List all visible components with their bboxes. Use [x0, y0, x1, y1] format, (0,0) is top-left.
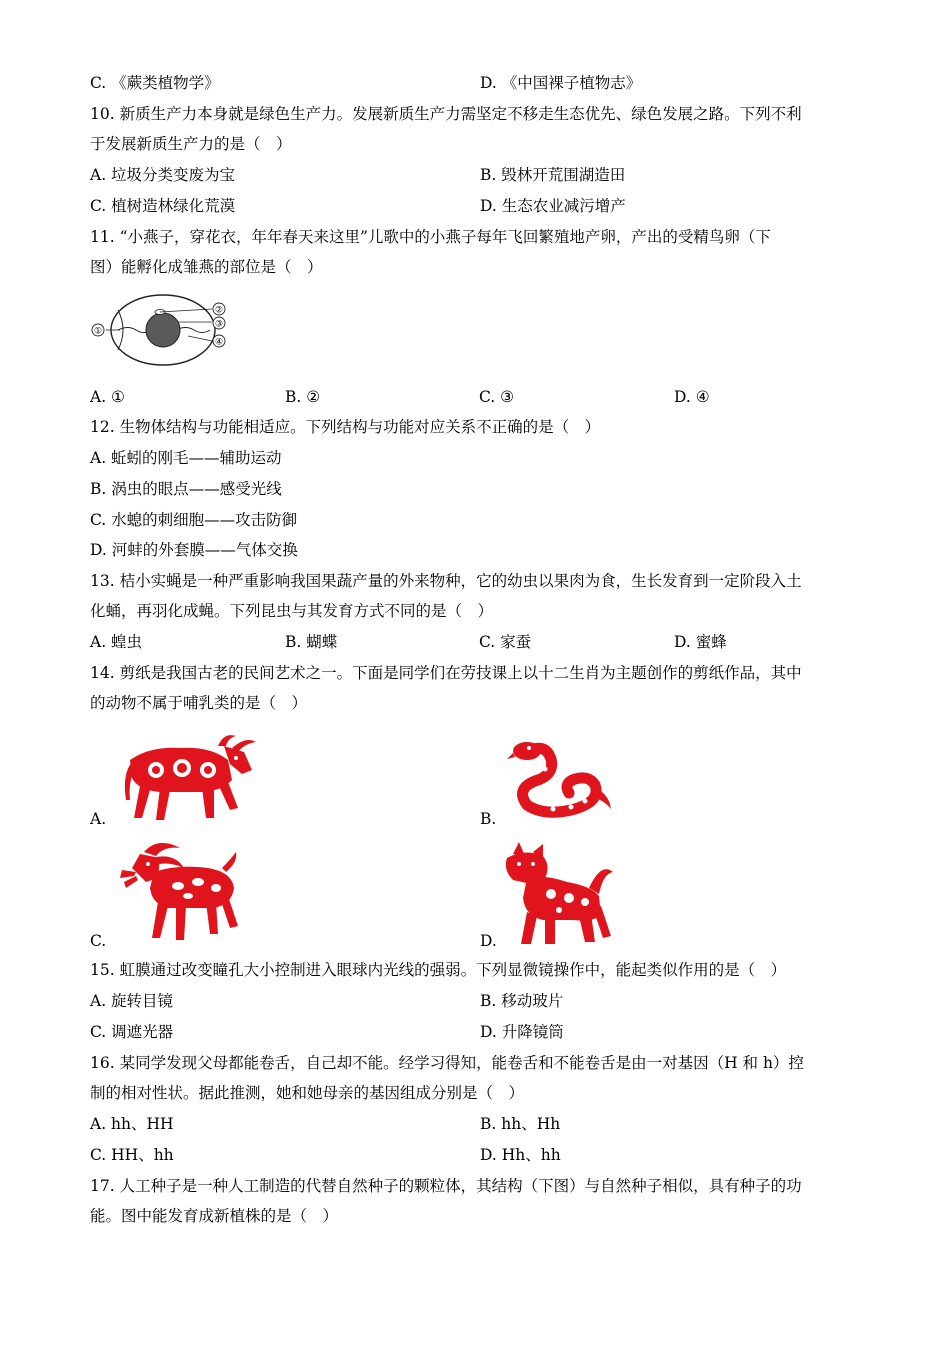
- q11-stem-line2: 图）能孵化成雏燕的部位是（ ）: [90, 258, 323, 276]
- q15-stem: 15. 虹膜通过改变瞳孔大小控制进入眼球内光线的强弱。下列显微镜操作中，能起类似作用的是（ ）: [90, 961, 787, 979]
- q10-stem-line1: 10. 新质生产力本身就是绿色生产力。发展新质生产力需坚定不移走生态优先、绿色发展之路。下列不利: [90, 105, 802, 123]
- q16-option-c: C. HH、hh: [90, 1146, 174, 1164]
- q12-option-b: B. 涡虫的眼点——感受光线: [90, 480, 282, 498]
- q13-option-b: B. 蝴蝶: [285, 633, 338, 651]
- q14-option-d: D.: [480, 932, 497, 950]
- q15-option-c: C. 调遮光器: [90, 1023, 174, 1041]
- q12-option-c: C. 水螅的刺细胞——攻击防御: [90, 511, 298, 529]
- q13-option-a: A. 蝗虫: [90, 633, 143, 651]
- q13-option-d: D. 蜜蜂: [674, 633, 727, 651]
- q14-option-b: B.: [480, 810, 497, 828]
- q10-option-c: C. 植树造林绿化荒漠: [90, 197, 236, 215]
- dog-papercut-image: [503, 842, 615, 946]
- q9-option-c: C. 《蕨类植物学》: [90, 74, 220, 92]
- q11-option-d: D. ④: [674, 388, 710, 406]
- bird-egg-diagram: [88, 290, 238, 370]
- goat-papercut-image: [118, 838, 240, 944]
- q11-option-a: A. ①: [90, 388, 125, 406]
- q17-stem-line2: 能。图中能发育成新植株的是（ ）: [90, 1207, 339, 1225]
- q15-option-a: A. 旋转目镜: [90, 992, 174, 1010]
- egg-label-1: ①: [93, 326, 103, 337]
- q16-stem-line1: 16. 某同学发现父母都能卷舌，自己却不能。经学习得知，能卷舌和不能卷舌是由一对基因（H 和 h）控: [90, 1054, 804, 1072]
- q13-stem-line2: 化蛹，再羽化成蝇。下列昆虫与其发育方式不同的是（ ）: [90, 602, 494, 620]
- q14-option-c: C.: [90, 932, 107, 950]
- q10-option-a: A. 垃圾分类变废为宝: [90, 166, 236, 184]
- q14-stem-line2: 的动物不属于哺乳类的是（ ）: [90, 694, 308, 712]
- egg-label-2: ②: [214, 305, 224, 316]
- q11-option-c: C. ③: [479, 388, 515, 406]
- q11-stem-line1: 11. “小燕子，穿花衣，年年春天来这里”儿歌中的小燕子每年飞回繁殖地产卵，产出的受精鸟卵（下: [90, 228, 771, 246]
- egg-label-3: ③: [214, 319, 224, 330]
- q15-option-b: B. 移动玻片: [480, 992, 564, 1010]
- q12-option-d: D. 河蚌的外套膜——气体交换: [90, 541, 298, 559]
- q16-option-a: A. hh、HH: [90, 1115, 174, 1133]
- q12-stem: 12. 生物体结构与功能相适应。下列结构与功能对应关系不正确的是（ ）: [90, 418, 601, 436]
- q12-option-a: A. 蚯蚓的刚毛——辅助运动: [90, 449, 282, 467]
- q9-option-d: D. 《中国裸子植物志》: [480, 74, 642, 92]
- q15-option-d: D. 升降镜筒: [480, 1023, 564, 1041]
- q16-option-b: B. hh、Hh: [480, 1115, 561, 1133]
- q13-stem-line1: 13. 桔小实蝇是一种严重影响我国果蔬产量的外来物种，它的幼虫以果肉为食，生长发育到一定阶段入土: [90, 572, 802, 590]
- q16-option-d: D. Hh、hh: [480, 1146, 561, 1164]
- q11-option-b: B. ②: [285, 388, 321, 406]
- q10-stem-line2: 于发展新质生产力的是（ ）: [90, 135, 292, 153]
- q17-stem-line1: 17. 人工种子是一种人工制造的代替自然种子的颗粒体，其结构（下图）与自然种子相似，具有种子的功: [90, 1177, 802, 1195]
- ox-papercut-image: [120, 730, 260, 822]
- q14-stem-line1: 14. 剪纸是我国古老的民间艺术之一。下面是同学们在劳技课上以十二生肖为主题创作的剪纸作品，其中: [90, 664, 802, 682]
- snake-papercut-image: [505, 735, 615, 820]
- q10-option-b: B. 毁林开荒围湖造田: [480, 166, 626, 184]
- egg-label-4: ④: [214, 337, 224, 348]
- q10-option-d: D. 生态农业减污增产: [480, 197, 626, 215]
- q14-option-a: A.: [90, 810, 107, 828]
- q16-stem-line2: 制的相对性状。据此推测，她和她母亲的基因组成分别是（ ）: [90, 1084, 525, 1102]
- q13-option-c: C. 家蚕: [479, 633, 532, 651]
